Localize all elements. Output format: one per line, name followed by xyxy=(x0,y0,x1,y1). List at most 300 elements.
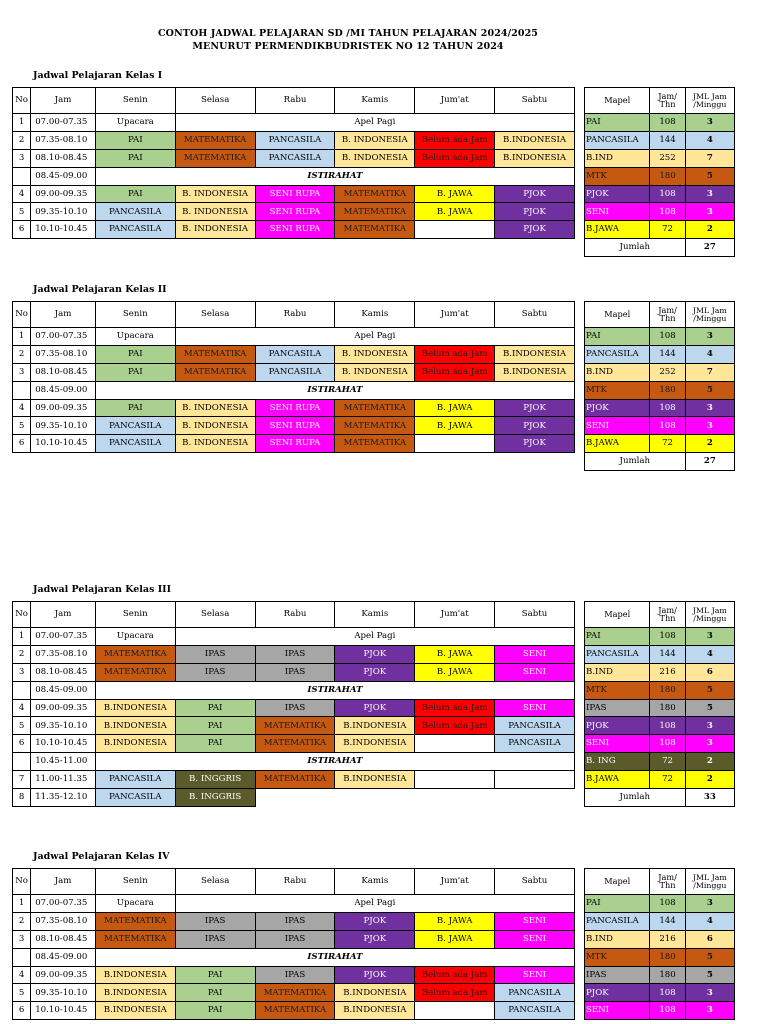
subject-name: B.IND xyxy=(585,930,650,948)
summary-column-header: Jam/ Thn xyxy=(650,869,685,895)
lesson-cell: PANCASILA xyxy=(255,345,335,363)
assembly-label: Apel Pagi xyxy=(175,628,574,646)
table-row xyxy=(13,966,575,984)
lesson-cell: B. JAWA xyxy=(415,399,495,417)
summary-total-row xyxy=(585,453,735,471)
lesson-cell: B. JAWA xyxy=(415,930,495,948)
hours-per-week: 2 xyxy=(685,435,734,453)
table-row xyxy=(13,984,575,1002)
column-header: No xyxy=(13,302,31,328)
table-header-row xyxy=(13,88,575,114)
schedule-table xyxy=(12,868,575,1020)
subject-name: PAI xyxy=(585,895,650,913)
lesson-cell: PJOK xyxy=(495,417,575,435)
lesson-cell: PAI xyxy=(95,185,175,203)
lesson-cell: B. INDONESIA xyxy=(175,399,255,417)
lesson-cell: PAI xyxy=(95,399,175,417)
lesson-cell: PJOK xyxy=(335,930,415,948)
period-time: 08.10-08.45 xyxy=(31,363,96,381)
hours-per-year: 144 xyxy=(650,345,685,363)
hours-per-year: 108 xyxy=(650,628,685,646)
column-header: Sabtu xyxy=(495,88,575,114)
hours-per-year: 180 xyxy=(650,966,685,984)
lesson-cell: Belum ada Jam xyxy=(415,966,495,984)
table-row xyxy=(13,895,575,913)
lesson-cell: PANCASILA xyxy=(495,717,575,735)
hours-per-year: 180 xyxy=(650,681,685,699)
column-header: Jam xyxy=(31,869,96,895)
lesson-cell: PAI xyxy=(95,131,175,149)
lesson-cell: MATEMATIKA xyxy=(175,345,255,363)
lesson-cell: Belum ada Jam xyxy=(415,984,495,1002)
lesson-cell: MATEMATIKA xyxy=(175,363,255,381)
subject-name: IPAS xyxy=(585,966,650,984)
subject-name: PAI xyxy=(585,114,650,132)
summary-table xyxy=(584,601,735,807)
summary-header-row xyxy=(585,869,735,895)
lesson-cell: B. JAWA xyxy=(415,912,495,930)
lesson-cell: PJOK xyxy=(495,203,575,221)
hours-per-year: 144 xyxy=(650,131,685,149)
hours-per-year: 252 xyxy=(650,363,685,381)
period-time: 08.45-09.00 xyxy=(31,681,96,699)
column-header: Jum'at xyxy=(415,302,495,328)
period-time: 10.45-11.00 xyxy=(31,753,96,771)
hours-per-year: 216 xyxy=(650,930,685,948)
period-time: 09.35-10.10 xyxy=(31,203,96,221)
column-header: Senin xyxy=(95,302,175,328)
table-row xyxy=(13,435,575,453)
column-header: Selasa xyxy=(175,869,255,895)
subject-name: PANCASILA xyxy=(585,645,650,663)
lesson-cell: B. INDONESIA xyxy=(335,149,415,167)
section-title: Jadwal Pelajaran Kelas II xyxy=(33,284,167,295)
summary-row xyxy=(585,912,735,930)
assembly-label: Apel Pagi xyxy=(175,114,574,132)
lesson-cell: B. INDONESIA xyxy=(335,345,415,363)
hours-per-week: 4 xyxy=(685,131,734,149)
hours-per-year: 72 xyxy=(650,771,685,789)
subject-name: SENI xyxy=(585,203,650,221)
schedule-table xyxy=(12,301,575,453)
summary-row xyxy=(585,167,735,185)
period-time: 10.10-10.45 xyxy=(31,1002,96,1020)
summary-column-header: Jam/ Thn xyxy=(650,602,685,628)
hours-per-week: 5 xyxy=(685,681,734,699)
summary-row xyxy=(585,203,735,221)
column-header: No xyxy=(13,869,31,895)
hours-per-week: 3 xyxy=(685,417,734,435)
period-number xyxy=(13,948,31,966)
document-title-line1: CONTOH JADWAL PELAJARAN SD /MI TAHUN PELAJARAN 2024/2025 xyxy=(157,28,539,39)
period-number: 8 xyxy=(13,789,31,807)
column-header: Jum'at xyxy=(415,88,495,114)
lesson-cell: SENI RUPA xyxy=(255,399,335,417)
summary-row xyxy=(585,131,735,149)
lesson-cell: B. INDONESIA xyxy=(175,221,255,239)
hours-per-week: 5 xyxy=(685,699,734,717)
subject-name: B.JAWA xyxy=(585,771,650,789)
column-header: Sabtu xyxy=(495,869,575,895)
lesson-cell: B.INDONESIA xyxy=(335,735,415,753)
hours-per-week: 6 xyxy=(685,663,734,681)
lesson-cell: Belum ada Jam xyxy=(415,345,495,363)
column-header: Kamis xyxy=(335,869,415,895)
summary-row xyxy=(585,114,735,132)
period-time: 08.45-09.00 xyxy=(31,167,96,185)
hours-per-year: 108 xyxy=(650,185,685,203)
subject-name: B.IND xyxy=(585,663,650,681)
column-header: Jum'at xyxy=(415,869,495,895)
hours-per-week: 7 xyxy=(685,363,734,381)
lesson-cell: PANCASILA xyxy=(95,771,175,789)
summary-row xyxy=(585,628,735,646)
period-number: 6 xyxy=(13,435,31,453)
break-label: ISTIRAHAT xyxy=(95,167,574,185)
lesson-cell: Upacara xyxy=(95,895,175,913)
subject-name: MTK xyxy=(585,681,650,699)
lesson-cell: PAI xyxy=(175,735,255,753)
period-time: 08.45-09.00 xyxy=(31,948,96,966)
hours-per-week: 6 xyxy=(685,930,734,948)
summary-row xyxy=(585,149,735,167)
period-time: 07.00-07.35 xyxy=(31,895,96,913)
period-time: 09.35-10.10 xyxy=(31,417,96,435)
period-time: 10.10-10.45 xyxy=(31,435,96,453)
table-row xyxy=(13,645,575,663)
period-time: 11.35-12.10 xyxy=(31,789,96,807)
lesson-cell: Upacara xyxy=(95,114,175,132)
period-time: 09.00-09.35 xyxy=(31,399,96,417)
lesson-cell: PAI xyxy=(175,966,255,984)
table-row xyxy=(13,771,575,789)
lesson-cell: PJOK xyxy=(495,399,575,417)
lesson-cell: B. INDONESIA xyxy=(335,131,415,149)
column-header: Rabu xyxy=(255,869,335,895)
period-time: 08.45-09.00 xyxy=(31,381,96,399)
subject-name: PJOK xyxy=(585,399,650,417)
hours-per-week: 3 xyxy=(685,895,734,913)
lesson-cell: MATEMATIKA xyxy=(335,185,415,203)
summary-column-header: JML Jam /Minggu xyxy=(685,302,734,328)
summary-row xyxy=(585,948,735,966)
lesson-cell: Belum ada Jam xyxy=(415,363,495,381)
table-row xyxy=(13,149,575,167)
lesson-cell: PANCASILA xyxy=(95,435,175,453)
lesson-cell: B.INDONESIA xyxy=(495,345,575,363)
summary-row xyxy=(585,363,735,381)
lesson-cell: B. INDONESIA xyxy=(175,185,255,203)
lesson-cell: MATEMATIKA xyxy=(255,771,335,789)
period-number: 1 xyxy=(13,895,31,913)
column-header: Selasa xyxy=(175,602,255,628)
hours-per-year: 108 xyxy=(650,984,685,1002)
column-header: Senin xyxy=(95,602,175,628)
subject-name: MTK xyxy=(585,381,650,399)
summary-header-row xyxy=(585,302,735,328)
hours-per-year: 72 xyxy=(650,435,685,453)
table-row xyxy=(13,699,575,717)
period-number: 7 xyxy=(13,771,31,789)
period-number: 5 xyxy=(13,984,31,1002)
break-label: ISTIRAHAT xyxy=(95,948,574,966)
lesson-cell: MATEMATIKA xyxy=(335,399,415,417)
lesson-cell: PJOK xyxy=(495,221,575,239)
lesson-cell: SENI xyxy=(495,699,575,717)
lesson-cell: SENI xyxy=(495,645,575,663)
summary-row xyxy=(585,663,735,681)
period-time: 10.10-10.45 xyxy=(31,221,96,239)
document-title-line2: MENURUT PERMENDIKBUDRISTEK NO 12 TAHUN 2024 xyxy=(192,41,504,52)
lesson-cell: B. INDONESIA xyxy=(175,417,255,435)
table-row xyxy=(13,417,575,435)
period-number xyxy=(13,681,31,699)
hours-per-week: 3 xyxy=(685,328,734,346)
lesson-cell: PANCASILA xyxy=(255,363,335,381)
hours-per-year: 108 xyxy=(650,203,685,221)
table-row xyxy=(13,663,575,681)
lesson-cell: B.INDONESIA xyxy=(95,984,175,1002)
summary-table xyxy=(584,301,735,471)
lesson-cell: B. INDONESIA xyxy=(175,203,255,221)
lesson-cell: IPAS xyxy=(175,912,255,930)
column-header: Jum'at xyxy=(415,602,495,628)
lesson-cell: PANCASILA xyxy=(95,417,175,435)
column-header: Rabu xyxy=(255,302,335,328)
summary-row xyxy=(585,399,735,417)
lesson-cell: SENI RUPA xyxy=(255,435,335,453)
assembly-label: Apel Pagi xyxy=(175,328,574,346)
summary-row xyxy=(585,753,735,771)
lesson-cell: IPAS xyxy=(255,645,335,663)
period-time: 09.00-09.35 xyxy=(31,185,96,203)
summary-row xyxy=(585,1002,735,1020)
lesson-cell: B. JAWA xyxy=(415,203,495,221)
period-number: 5 xyxy=(13,417,31,435)
period-time: 11.00-11.35 xyxy=(31,771,96,789)
period-number: 3 xyxy=(13,663,31,681)
subject-name: PAI xyxy=(585,328,650,346)
subject-name: SENI xyxy=(585,417,650,435)
lesson-cell: Belum ada Jam xyxy=(415,699,495,717)
break-label: ISTIRAHAT xyxy=(95,381,574,399)
hours-per-week: 3 xyxy=(685,114,734,132)
summary-row xyxy=(585,966,735,984)
lesson-cell: PANCASILA xyxy=(255,149,335,167)
lesson-cell: MATEMATIKA xyxy=(175,131,255,149)
summary-row xyxy=(585,699,735,717)
lesson-cell: PANCASILA xyxy=(495,1002,575,1020)
period-time: 07.35-08.10 xyxy=(31,645,96,663)
hours-per-year: 72 xyxy=(650,753,685,771)
subject-name: PJOK xyxy=(585,984,650,1002)
empty-cell xyxy=(255,789,574,807)
period-number: 2 xyxy=(13,345,31,363)
table-row xyxy=(13,912,575,930)
lesson-cell: IPAS xyxy=(255,966,335,984)
lesson-cell: PAI xyxy=(175,717,255,735)
lesson-cell: PAI xyxy=(175,984,255,1002)
period-number: 4 xyxy=(13,966,31,984)
hours-per-week: 4 xyxy=(685,645,734,663)
hours-per-year: 108 xyxy=(650,1002,685,1020)
lesson-cell xyxy=(415,221,495,239)
hours-per-week: 3 xyxy=(685,717,734,735)
column-header: Selasa xyxy=(175,302,255,328)
hours-per-week: 3 xyxy=(685,399,734,417)
lesson-cell: SENI xyxy=(495,930,575,948)
subject-name: IPAS xyxy=(585,699,650,717)
lesson-cell: PAI xyxy=(95,149,175,167)
lesson-cell: PAI xyxy=(175,699,255,717)
hours-per-week: 2 xyxy=(685,771,734,789)
table-header-row xyxy=(13,869,575,895)
lesson-cell: B. JAWA xyxy=(415,417,495,435)
lesson-cell: MATEMATIKA xyxy=(255,1002,335,1020)
period-time: 08.10-08.45 xyxy=(31,663,96,681)
lesson-cell: Upacara xyxy=(95,328,175,346)
lesson-cell: SENI RUPA xyxy=(255,417,335,435)
subject-name: B.JAWA xyxy=(585,435,650,453)
summary-row xyxy=(585,930,735,948)
summary-total-row xyxy=(585,789,735,807)
hours-per-year: 108 xyxy=(650,735,685,753)
column-header: Senin xyxy=(95,88,175,114)
hours-per-year: 180 xyxy=(650,167,685,185)
lesson-cell: PJOK xyxy=(495,435,575,453)
lesson-cell: B. INGGRIS xyxy=(175,789,255,807)
summary-column-header: Jam/ Thn xyxy=(650,302,685,328)
lesson-cell: B.INDONESIA xyxy=(335,1002,415,1020)
lesson-cell: IPAS xyxy=(175,663,255,681)
period-number xyxy=(13,381,31,399)
hours-per-year: 108 xyxy=(650,399,685,417)
lesson-cell xyxy=(415,435,495,453)
lesson-cell: B. JAWA xyxy=(415,185,495,203)
hours-per-week: 4 xyxy=(685,345,734,363)
lesson-cell: B.INDONESIA xyxy=(495,363,575,381)
lesson-cell: Belum ada Jam xyxy=(415,131,495,149)
hours-per-week: 7 xyxy=(685,149,734,167)
lesson-cell: MATEMATIKA xyxy=(255,984,335,1002)
period-time: 07.35-08.10 xyxy=(31,912,96,930)
lesson-cell: MATEMATIKA xyxy=(335,203,415,221)
table-header-row xyxy=(13,302,575,328)
period-time: 07.00-07.35 xyxy=(31,114,96,132)
table-row xyxy=(13,948,575,966)
table-header-row xyxy=(13,602,575,628)
lesson-cell: Upacara xyxy=(95,628,175,646)
lesson-cell: MATEMATIKA xyxy=(175,149,255,167)
column-header: No xyxy=(13,602,31,628)
lesson-cell: PANCASILA xyxy=(255,131,335,149)
period-number: 6 xyxy=(13,1002,31,1020)
period-number: 2 xyxy=(13,912,31,930)
total-label: Jumlah xyxy=(585,239,686,257)
lesson-cell: MATEMATIKA xyxy=(255,717,335,735)
column-header: Kamis xyxy=(335,88,415,114)
summary-row xyxy=(585,645,735,663)
column-header: Sabtu xyxy=(495,302,575,328)
lesson-cell: PJOK xyxy=(335,663,415,681)
period-number: 3 xyxy=(13,930,31,948)
lesson-cell: PJOK xyxy=(335,966,415,984)
column-header: Rabu xyxy=(255,88,335,114)
summary-row xyxy=(585,984,735,1002)
lesson-cell: SENI RUPA xyxy=(255,185,335,203)
lesson-cell: PANCASILA xyxy=(95,203,175,221)
period-time: 07.35-08.10 xyxy=(31,345,96,363)
table-row xyxy=(13,789,575,807)
lesson-cell: B.INDONESIA xyxy=(95,699,175,717)
lesson-cell: B.INDONESIA xyxy=(335,771,415,789)
total-label: Jumlah xyxy=(585,453,686,471)
summary-column-header: Mapel xyxy=(585,602,650,628)
lesson-cell: B.INDONESIA xyxy=(95,717,175,735)
table-row xyxy=(13,735,575,753)
lesson-cell: MATEMATIKA xyxy=(255,735,335,753)
table-row xyxy=(13,717,575,735)
lesson-cell: B. INDONESIA xyxy=(335,363,415,381)
subject-name: PJOK xyxy=(585,717,650,735)
table-row xyxy=(13,345,575,363)
hours-per-year: 108 xyxy=(650,114,685,132)
hours-per-year: 108 xyxy=(650,895,685,913)
subject-name: B.IND xyxy=(585,363,650,381)
table-row xyxy=(13,131,575,149)
lesson-cell xyxy=(495,771,575,789)
lesson-cell: B.INDONESIA xyxy=(335,984,415,1002)
lesson-cell: PANCASILA xyxy=(95,789,175,807)
lesson-cell: B.INDONESIA xyxy=(95,735,175,753)
table-row xyxy=(13,1002,575,1020)
table-row xyxy=(13,363,575,381)
lesson-cell: SENI xyxy=(495,663,575,681)
period-number: 2 xyxy=(13,645,31,663)
lesson-cell: IPAS xyxy=(175,930,255,948)
summary-row xyxy=(585,345,735,363)
subject-name: PANCASILA xyxy=(585,131,650,149)
period-number: 3 xyxy=(13,363,31,381)
lesson-cell: IPAS xyxy=(255,663,335,681)
lesson-cell: B.INDONESIA xyxy=(495,149,575,167)
lesson-cell: SENI xyxy=(495,966,575,984)
schedule-table xyxy=(12,601,575,807)
hours-per-year: 180 xyxy=(650,381,685,399)
summary-row xyxy=(585,717,735,735)
column-header: Kamis xyxy=(335,302,415,328)
subject-name: SENI xyxy=(585,735,650,753)
summary-column-header: Jam/ Thn xyxy=(650,88,685,114)
table-row xyxy=(13,167,575,185)
table-row xyxy=(13,399,575,417)
hours-per-week: 3 xyxy=(685,203,734,221)
hours-per-year: 216 xyxy=(650,663,685,681)
total-hours: 27 xyxy=(685,239,734,257)
subject-name: B.JAWA xyxy=(585,221,650,239)
subject-name: B.IND xyxy=(585,149,650,167)
lesson-cell: PANCASILA xyxy=(495,735,575,753)
column-header: Senin xyxy=(95,869,175,895)
hours-per-week: 5 xyxy=(685,966,734,984)
total-hours: 33 xyxy=(685,789,734,807)
period-number: 1 xyxy=(13,114,31,132)
period-number: 2 xyxy=(13,131,31,149)
lesson-cell: PJOK xyxy=(335,699,415,717)
lesson-cell xyxy=(415,1002,495,1020)
table-row xyxy=(13,185,575,203)
lesson-cell: B. INGGRIS xyxy=(175,771,255,789)
